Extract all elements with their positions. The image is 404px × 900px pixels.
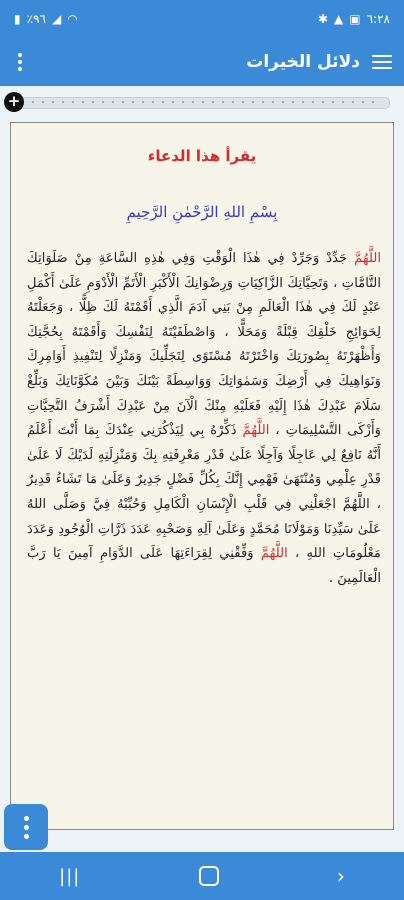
status-right <box>318 12 390 26</box>
battery-icon: ▮ <box>14 12 21 26</box>
alert-icon: ▲ <box>334 12 344 26</box>
back-chevron-icon[interactable]: › <box>336 864 345 888</box>
battery-level: ٪٩٦ <box>26 12 46 26</box>
basmala-text: بِسْمِ اللهِ الرَّحْمٰنِ الرَّحِيمِ <box>126 203 278 221</box>
prayer-keyword: اللَّهُمَّ <box>260 546 288 562</box>
appbar-right <box>246 48 392 76</box>
status-left <box>14 12 78 26</box>
prayer-body-text <box>27 247 381 591</box>
seekbar-dots <box>28 100 378 104</box>
page-title: يقرأ هذا الدعاء <box>147 147 257 165</box>
prayer-text-segment: وَفِّقْنِي لِقِرَاءَتِهَا عَلَى الدَّوَامِ آمِينَ يَا رَبَّ الْعَالَمِينَ . <box>27 546 381 586</box>
image-icon: ▣ <box>349 12 361 26</box>
options-fab-kebab-icon[interactable] <box>4 804 48 850</box>
app-title: دلائل الخيرات <box>246 52 360 72</box>
prayer-page <box>10 122 394 830</box>
audio-seekbar[interactable] <box>4 92 388 112</box>
prayer-keyword: اللَّهُمَّ <box>242 423 270 439</box>
signal-icon: ◢ <box>51 12 62 26</box>
overflow-menu-icon[interactable] <box>12 48 28 76</box>
bluetooth-icon: ✱ <box>317 12 329 26</box>
home-icon[interactable] <box>199 866 219 886</box>
prayer-text-segment: جَدِّدْ وَجَرِّدْ فِي هٰذَا الْوَقْتِ وَفِي هٰذِهِ السَّاعَةِ مِنْ صَلَوَاتِكَ التَّامَّاتِ ، وَتَحِيَّاتِكَ الزَّاكِيَاتِ وَرِضْوَانِكَ الْأَكْبَرِ الْأَتَمِّ الْأَدْوَمِ عَلَىٰ أَكْمَلِ عَبْدٍ لَكَ فِي هٰذَا الْعَالَمِ مِنْ بَنِي آدَمَ الَّذِي أَقَمْتَهُ لَكَ ظِلًّا ، وَجَعَلْتَهُ لِحَوَائِجِ خَلْقِكَ قِبْلَةً وَمَحَلًّا ، وَاصْطَفَيْتَهُ لِنَفْسِكَ وَأَقَمْتَهُ بِحُجَّتِكَ وَأَظْهَرْتَهُ بِصُورَتِكَ وَاخْتَرْتَهُ مُسْتَوًى لِتَجَلِّيكَ وَمَنْزِلًا لِتَنْفِيذِ أَوَامِرِكَ وَنَوَاهِيكَ فِي أَرْضِكَ وَسَمٰوَاتِكَ وَوَاسِطَةً بَيْنَكَ وَبَيْنَ مُكَوَّنَاتِكَ وَبَلِّغْ سَلَامَ عَبْدِكَ هٰذَا إِلَيْهِ فَعَلَيْهِ مِنْكَ الْآنَ مِنْ عَبْدِكَ أَشْرَفُ التَّحِيَّاتِ وَأَزْكَى التَّسْلِيمَاتِ ، <box>27 251 381 439</box>
status-bar <box>0 0 404 38</box>
hamburger-menu-icon[interactable] <box>372 48 392 76</box>
recent-apps-icon[interactable]: ||| <box>59 865 81 887</box>
prayer-keyword: اللَّهُمَّ <box>354 251 381 266</box>
wifi-icon: ◠ <box>67 12 78 26</box>
system-nav-bar <box>0 852 404 900</box>
app-bar <box>0 38 404 86</box>
prayer-text-segment: ذَكِّرْهُ بِي لِيَذْكُرَنِي عِنْدَكَ بِمَا أَنْتَ أَعْلَمُ أَنَّهُ نَافِعٌ لِي عَاجِلًا وَآجِلًا عَلَىٰ قَدْرِ مَعْرِفَتِهِ بِكَ وَمَنْزِلَتِهِ لَدَيْكَ لَا عَلَىٰ قَدْرِ عِلْمِي وَمُنْتَهَىٰ فَهْمِي إِنَّكَ بِكُلِّ فَضْلٍ جَدِيرٌ وَعَلَىٰ مَا تَشَاءُ قَدِيرٌ ، اللَّهُمَّ اجْعَلْنِي فِي قَلْبِ الْإِنْسَانِ الْكَامِلِ وَحُبِّبْهُ فِيَّ وَصَلَّى اللهُ عَلَىٰ سَيِّدِنَا وَمَوْلَانَا مُحَمَّدٍ وَعَلَىٰ آلِهِ وَصَحْبِهِ عَدَدَ ذَرَّاتِ الْوُجُودِ وَعَدَدَ مَعْلُومَاتِ اللهِ ، <box>27 423 381 562</box>
seekbar-thumb-plus-icon[interactable]: + <box>4 92 24 112</box>
status-time: ٦:٢٨ <box>366 12 390 26</box>
